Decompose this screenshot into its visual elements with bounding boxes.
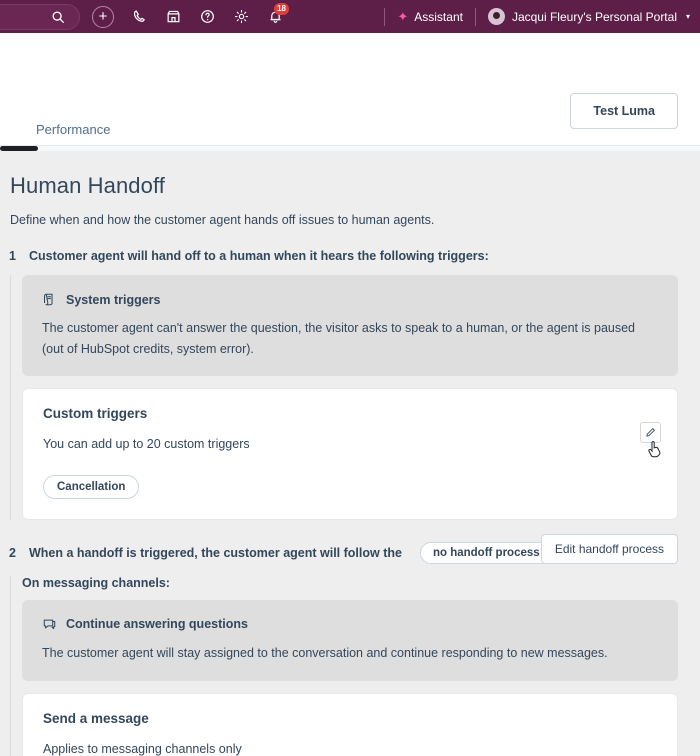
notifications-button[interactable] (260, 2, 290, 32)
messaging-channels-label: On messaging channels: (22, 575, 170, 590)
phone-icon (132, 9, 147, 24)
custom-triggers-card (22, 388, 678, 520)
send-a-message-card (22, 693, 678, 756)
portal-label: Jacqui Fleury's Personal Portal (511, 9, 677, 24)
sparkle-icon: ✦ (397, 9, 409, 24)
step-2-header (0, 542, 700, 564)
phone-icon-button[interactable] (124, 2, 154, 32)
chat-bubble-icon (42, 617, 57, 632)
continue-answering-title: Continue answering questions (66, 617, 248, 632)
tab-performance[interactable]: Performance (36, 122, 111, 137)
search-icon (51, 10, 65, 24)
gear-icon (234, 9, 249, 24)
system-triggers-title: System triggers (66, 292, 161, 307)
edit-custom-triggers-button[interactable] (640, 422, 661, 443)
help-icon-button[interactable] (192, 2, 222, 32)
continue-answering-text: The customer agent will stay assigned to the conversation and continue responding to new messages. (42, 645, 608, 660)
step-2 (0, 542, 700, 756)
continue-answering-card (22, 600, 678, 681)
continue-answering-title-row (42, 617, 658, 632)
avatar (488, 8, 505, 25)
custom-triggers-text: You can add up to 20 custom triggers (43, 437, 250, 452)
nav-icon-group (124, 2, 290, 32)
account-portal-menu[interactable] (488, 8, 690, 25)
step-1-number: 1 (9, 249, 16, 263)
system-triggers-card (22, 275, 678, 376)
marketplace-icon-button[interactable] (158, 2, 188, 32)
step-2-body (10, 576, 700, 756)
notification-badge: 18 (274, 3, 289, 15)
assistant-button[interactable] (397, 10, 463, 24)
step-2-title: When a handoff is triggered, the customer agent will follow the (29, 545, 402, 560)
marketplace-icon (166, 9, 181, 24)
test-luma-button[interactable]: Test Luma (570, 93, 678, 129)
custom-trigger-chip-cancellation[interactable]: Cancellation (43, 475, 139, 499)
system-triggers-icon (42, 292, 57, 307)
create-button[interactable] (92, 6, 114, 28)
custom-triggers-title: Custom triggers (43, 406, 148, 422)
step-1 (0, 249, 700, 520)
step-1-body (10, 275, 700, 520)
step-1-header (0, 249, 700, 263)
page-subheader (0, 33, 700, 151)
search-input[interactable] (0, 4, 80, 30)
main-content (0, 151, 700, 756)
pencil-icon (645, 427, 656, 438)
tab-bar (36, 122, 110, 141)
send-a-message-text: Applies to messaging channels only (43, 741, 242, 756)
page-description: Define when and how the customer agent hands off issues to human agents. (10, 213, 435, 227)
send-a-message-title: Send a message (43, 710, 149, 726)
top-navigation-bar (0, 0, 700, 33)
assistant-label: Assistant (414, 9, 463, 24)
page-title: Human Handoff (10, 173, 165, 198)
nav-divider-2 (475, 8, 476, 26)
step-1-title: Customer agent will hand off to a human when it hears the following triggers: (29, 249, 489, 263)
system-triggers-title-row (42, 292, 658, 307)
plus-icon: + (98, 8, 108, 25)
chevron-down-icon: ▾ (685, 12, 690, 21)
nav-left-group (0, 2, 290, 32)
step-2-number: 2 (9, 545, 16, 560)
edit-handoff-process-button[interactable]: Edit handoff process (541, 534, 678, 564)
nav-divider-1 (384, 8, 385, 26)
handoff-process-pill[interactable]: no handoff process (420, 542, 553, 564)
help-icon (200, 9, 215, 24)
system-triggers-text: The customer agent can't answer the question, the visitor asks to speak to a human, or the agent is paused (out of HubSpot credits, system error). (42, 321, 636, 356)
settings-icon-button[interactable] (226, 2, 256, 32)
